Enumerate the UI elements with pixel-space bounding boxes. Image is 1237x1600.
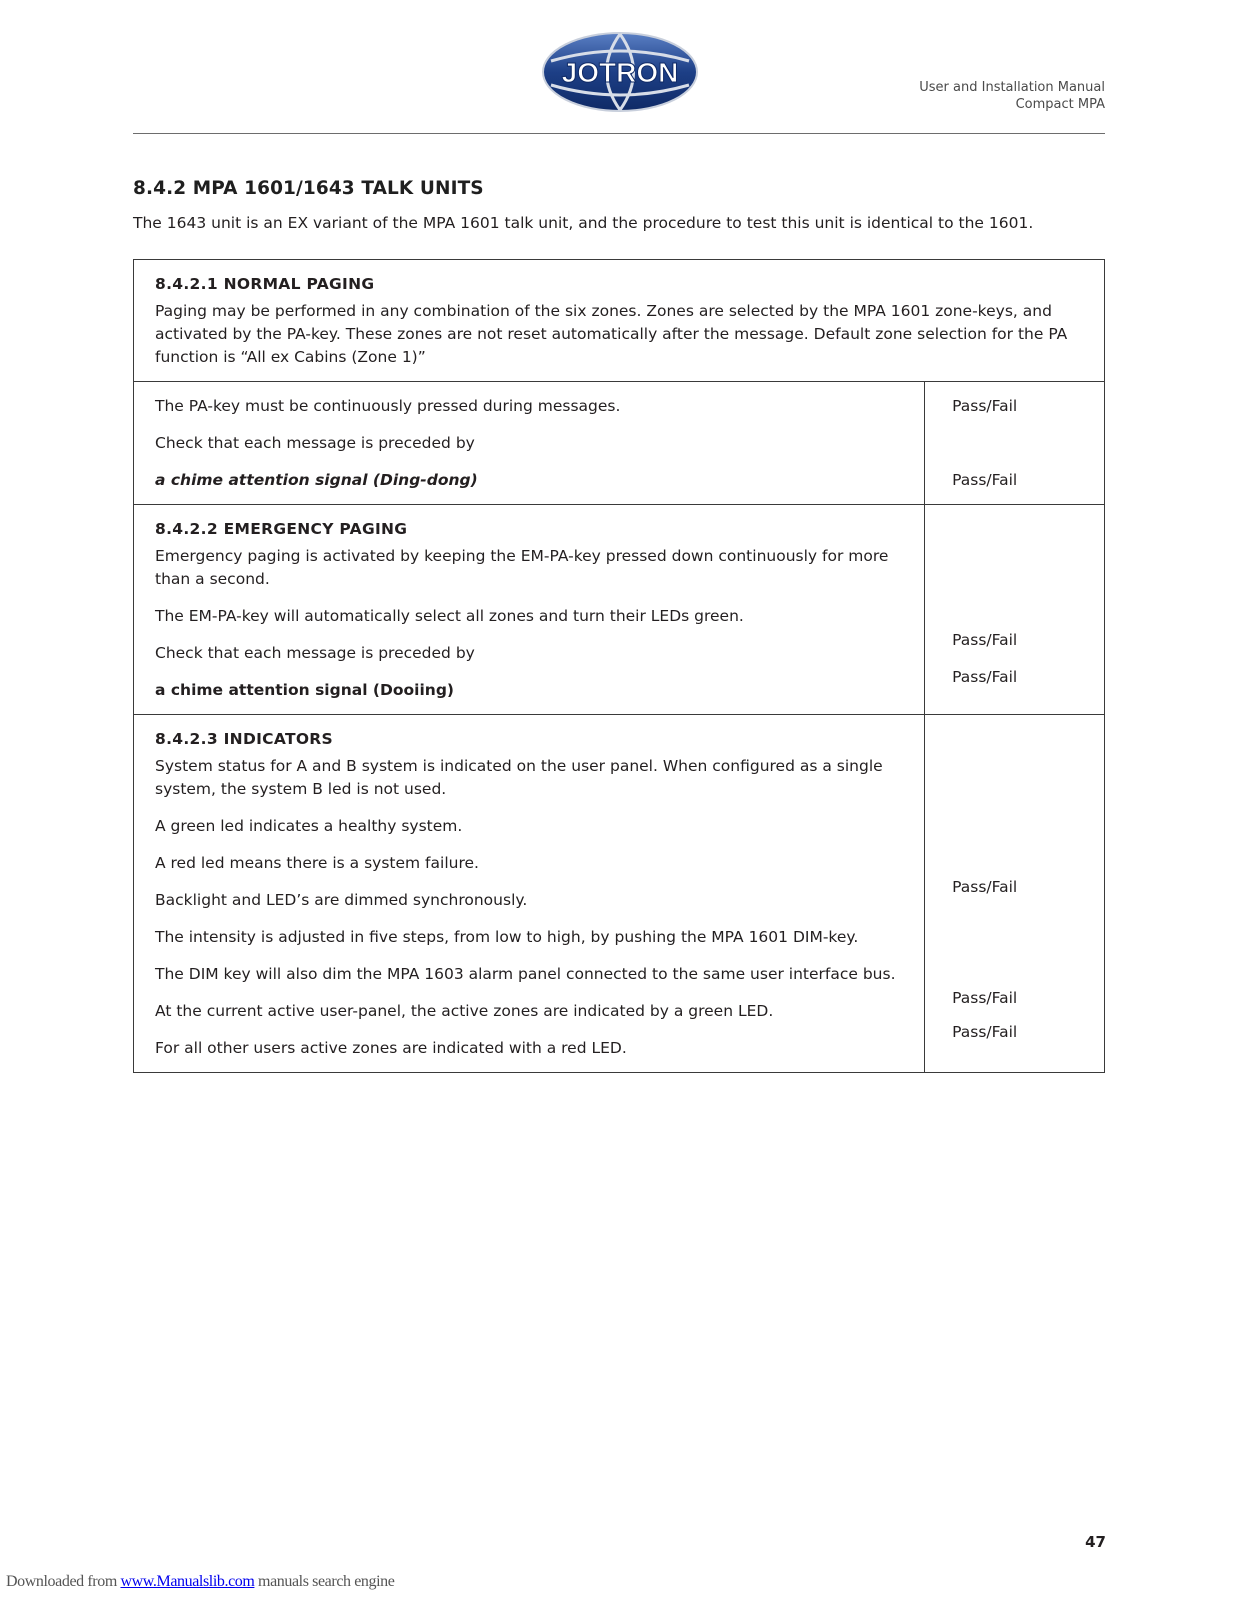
- emergency-paging-result2: Pass/Fail: [952, 668, 1018, 686]
- indicators-title: 8.4.2.3 INDICATORS: [155, 730, 333, 748]
- manual-title: User and Installation Manual: [919, 80, 1105, 95]
- logo-text: JOTRON: [561, 57, 679, 88]
- indicators-line5: The DIM key will also dim the MPA 1603 alarm panel connected to the same user interface bus.: [155, 965, 896, 983]
- indicators-steps: [134, 715, 925, 1073]
- normal-paging-line2: Check that each message is preceded by: [155, 434, 475, 452]
- indicators-line4: The intensity is adjusted in five steps, from low to high, by pushing the MPA 1601 DIM-key.: [155, 928, 859, 946]
- indicators-desc: System status for A and B system is indicated on the user panel. When configured as a single system, the system B led is not used.: [155, 757, 883, 798]
- indicators-result2: Pass/Fail: [952, 989, 1018, 1007]
- emergency-paging-desc: Emergency paging is activated by keeping the EM-PA-key pressed down continuously for more than a second.: [155, 547, 889, 588]
- page-number: 47: [1085, 1533, 1106, 1551]
- indicators-line2: A red led means there is a system failure.: [155, 854, 479, 872]
- indicators-line7: For all other users active zones are indicated with a red LED.: [155, 1039, 627, 1057]
- product-name: Compact MPA: [1015, 97, 1105, 112]
- normal-paging-line1: The PA-key must be continuously pressed during messages.: [155, 397, 621, 415]
- emergency-paging-results: [925, 505, 1105, 715]
- emergency-paging-steps: [134, 505, 925, 715]
- normal-paging-result2: Pass/Fail: [952, 471, 1018, 489]
- header-right: [919, 79, 1105, 113]
- indicators-result1: Pass/Fail: [952, 878, 1018, 896]
- indicators-line6: At the current active user-panel, the active zones are indicated by a green LED.: [155, 1002, 774, 1020]
- footer-suffix: manuals search engine: [254, 1573, 395, 1590]
- normal-paging-title: 8.4.2.1 NORMAL PAGING: [155, 275, 375, 293]
- emergency-paging-line2: Check that each message is preceded by: [155, 644, 475, 662]
- normal-paging-result1: Pass/Fail: [952, 397, 1018, 415]
- normal-paging-desc: Paging may be performed in any combination of the six zones. Zones are selected by the MPA 1601 zone-keys, and activated by the PA-key. These zones are not reset automatically after the message. Default zone selection for the PA function is “All ex Cabins (Zone 1)”: [155, 302, 1068, 366]
- emergency-paging-title: 8.4.2.2 EMERGENCY PAGING: [155, 520, 408, 538]
- indicators-line1: A green led indicates a healthy system.: [155, 817, 463, 835]
- test-table: [133, 259, 1105, 1073]
- emergency-paging-line1: The EM-PA-key will automatically select all zones and turn their LEDs green.: [155, 607, 744, 625]
- header-rule: [133, 133, 1105, 134]
- emergency-paging-row: [134, 505, 1105, 715]
- normal-paging-row: [134, 382, 1105, 505]
- indicators-result3: Pass/Fail: [952, 1023, 1018, 1041]
- download-footer: [6, 1573, 394, 1591]
- normal-paging-line3: a chime attention signal (Ding-dong): [155, 471, 478, 489]
- emergency-paging-result1: Pass/Fail: [952, 631, 1018, 649]
- normal-paging-header-row: [134, 260, 1105, 382]
- footer-prefix: Downloaded from: [6, 1573, 121, 1590]
- section-title: 8.4.2 MPA 1601/1643 TALK UNITS: [133, 178, 484, 199]
- normal-paging-results: [925, 382, 1105, 505]
- normal-paging-steps: [134, 382, 925, 505]
- section-intro: The 1643 unit is an EX variant of the MPA 1601 talk unit, and the procedure to test this unit is identical to the 1601.: [133, 214, 1034, 232]
- indicators-line3: Backlight and LED’s are dimmed synchronously.: [155, 891, 528, 909]
- emergency-paging-line3: a chime attention signal (Dooiing): [155, 681, 455, 699]
- normal-paging-header-cell: [134, 260, 1105, 382]
- manualslib-link[interactable]: www.Manualslib.com: [120, 1573, 255, 1590]
- indicators-row: [134, 715, 1105, 1073]
- jotron-logo: [541, 31, 699, 113]
- indicators-results: [925, 715, 1105, 1073]
